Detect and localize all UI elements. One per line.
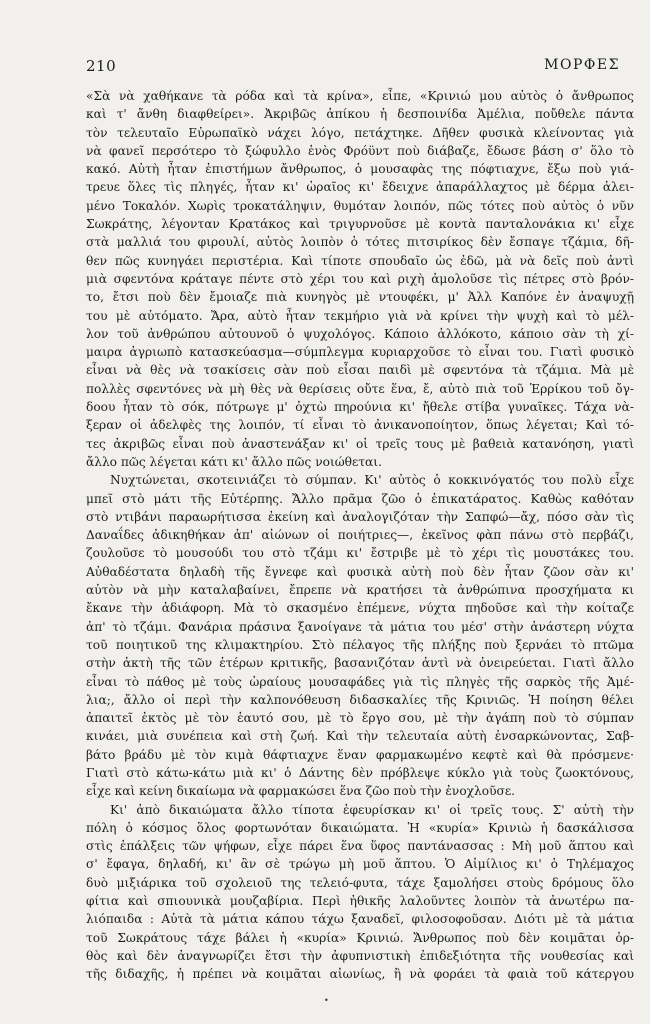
text-line: νὰ φανεῖ περσότερο τὸ ξώφυλλο ἑνὸς Φρόϋντ ποὺ διάβαζε, ἔδωσε βάση σ' ὅλο τὸ (86, 143, 634, 158)
text-line: Δαναΐδες ἀδικηθήκαν ἀπ' αἰώνων οἱ ποιήτριες—, ἐκεῖνος φὰπ πάνω στὸ περβάζι, (86, 528, 634, 543)
text-line: στὰ μαλλιά του φιρουλί, αὐτὸς λοιπὸν ὁ τότες πιτσιρίκος δὲν ἔσπαγε τζάμια, δῆ- (86, 235, 634, 250)
text-line: τοῦ ποιητικοῦ της κλιμακτηρίου. Στὸ πέλαγος τῆς πλήξης ποὺ ξερνάει τὸ πτῶμα (86, 637, 634, 652)
text-line: Κι' ἀπὸ δικαιώματα ἄλλο τίποτα ἐφευρίσκαν κι' οἱ τρεῖς τους. Σ' αὐτὴ τὴν (110, 802, 634, 817)
text-line: τες ἀκριβῶς εἶναι ποὺ ἀναστενάξαν κι' οἱ τρεῖς τους μὲ βαθειὰ κατανόηση, γιατὶ (86, 436, 634, 451)
body-text (86, 87, 634, 984)
text-line: Νυχτώνεται, σκοτεινιάζει τὸ σύμπαν. Κι' αὐτὸς ὁ κοκκινόγατός του πολὺ εἶχε (110, 473, 634, 488)
text-line: καὶ τ' ἄνθη διαφθείρει». Ἀκριβῶς ἀπίκου ἡ δεσποινίδα Ἀμέλια, ποὔθελε πάντα (86, 107, 634, 122)
text-line: λια;, ἄλλο οἱ περὶ τὴν καλπονόθευση διδασκαλίες τῆς Κρινιῶς. Ἡ ποίηση θέλει (86, 692, 634, 707)
text-line: κινάει, μιὰ συνέπεια καὶ στὴ ζωή. Καὶ τὴν τελευταία αὐτὴ ἐνσαρκώνοντας, Σαβ- (86, 729, 634, 744)
text-line: θὸς καὶ δὲν ἀναγνωρίζει ἔτσι τὴν ἀφυπνιστικὴ ἐπιδεξιότητα τῆς νουθεσίας καὶ (86, 948, 634, 963)
text-line: ξεραν οἱ ἀδελφὲς της λοιπόν, τί εἶναι τὸ ἀνικανοποίητον, ὅπως λέγεται; Καὶ τό- (86, 418, 634, 433)
text-line: λον τοῦ ἀνθρώπου αὐτουνοῦ ὁ ψυχολόγος. Κάποιο ἀλλόκοτο, κάποιο σὰν τὴ χί- (86, 326, 634, 341)
text-line: τῆς διδαχῆς, ἡ πρέπει νὰ κοιμᾶται αἰωνίως, ἢ νὰ φοράει τὰ φαιὰ τοῦ κάτεργου (86, 967, 634, 982)
text-line: τρευε ὅλες τὶς πληγές, ἦταν κι' ὡραῖος κι' ἔδειχνε ἀπαράλλαχτος μὲ δέρμα ἀλει- (86, 180, 634, 195)
page-header (86, 57, 620, 77)
text-line: Αὐθαδέστατα δηλαδὴ τῆς ἔγνεφε καὶ φυσικὰ αὐτὴ ποὺ δὲν ἦταν ζῶον σὰν κι' (86, 564, 634, 579)
text-line: τοῦ Σωκράτους τάχε βάλει ἡ «κυρία» Κρινιώ. Ἄνθρωπος ποὺ δὲν κοιμᾶται ὀρ- (86, 930, 634, 945)
text-line: θεν πῶς κυνηγάει περιστέρια. Καὶ τίποτε σπουδαῖο ὡς ἐδῶ, μὰ νὰ δεῖς ποὺ ἀντὶ (86, 253, 634, 268)
text-line: τὸν τελευταῖο Εὐρωπαϊκὸ νάχει λόγο, πετάχτηκε. Δῆθεν φυσικὰ κλείνοντας γιὰ (86, 125, 634, 140)
text-line: στὶς ἐπάλξεις τῶν ψήφων, εἶχε πάρει ἕνα ὕφος παντάνασσας : Μὴ μοῦ ἅπτου καὶ (86, 839, 634, 854)
text-line: πόλη ὁ κόσμος ὅλος φορτωνόταν δικαιώματα. Ἡ «κυρία» Κρινιὼ ἡ δασκάλισσα (86, 820, 634, 835)
text-line: ἄλλο πῶς λέγεται κάτι κι' ἄλλο πῶς νοιώθεται. (86, 454, 382, 469)
text-line: σ' ἔφαγα, δηλαδή, κι' ἂν σὲ τρώγω μὴ μοῦ ἅπτου. Ὁ Αἰμίλιος κι' ὁ Τηλέμαχος (86, 857, 634, 872)
text-line: ζουλοῦσε τὸ μουσούδι του στὸ τζάμι κι' ἔστριβε μὲ τὸ χέρι τὶς μουστάκες του. (86, 546, 634, 561)
text-line: μαιρα ἀγριωπὸ κατασκεύασμα—σύμπλεγμα κυριαρχοῦσε τὸ εἶναι του. Γιατὶ φυσικὸ (86, 345, 634, 360)
text-line: του μὲ αὐτόματο. Ἄρα, αὐτὸ ἦταν τεκμήριο γιὰ νὰ κρίνει τὴν ψυχὴ καὶ τὸ μέλ- (86, 308, 634, 323)
running-title: ΜΟΡΦΕΣ (544, 57, 620, 73)
text-line: λιόπαιδα : Αὐτὰ τὰ μάτια κάπου τάχω ξαναδεῖ, φιλοσοφοῦσαν. Διότι μὲ τὰ μάτια (86, 912, 634, 927)
text-line: εἶναι νὰ θὲς νὰ τσακίσεις σὰν ποὺ εἶσαι παιδὶ μὲ σφεντόνα τὰ τζάμια. Μὰ μὲ (86, 363, 634, 378)
text-line: Γιατὶ στὸ κάτω-κάτω μιὰ κι' ὁ Δάντης δὲν πρόβλεψε κύκλο γιὰ τοὺς ζωοκτόνους, (86, 765, 634, 780)
text-line: στὴν ἀκτὴ τῆς τῶν ἑτέρων κριτικῆς, βασανιζόταν ἀντὶ νὰ ὀνειρεύεται. Γιατὶ ἄλλο (86, 656, 634, 671)
text-line: εἶναι τὸ πάθος μὲ τοὺς ὡραίους μουσαφάδες γιὰ τὶς πληγὲς τῆς σαρκὸς τῆς Ἀμέ- (86, 674, 634, 689)
text-line: πολλὲς σφεντόνες νὰ μὴ θὲς νὰ θερίσεις οὔτε ἕνα, ἔ, αὐτὸ πιὰ τοῦ Ἑρρίκου τοῦ ὄγ- (86, 381, 634, 396)
text-line: Σωκράτης, λέγονταν Κρατάκος καὶ τριγυρνοῦσε μὲ κοντὰ πανταλονάκια κι' εἶχε (86, 217, 634, 232)
text-line: μπεῖ στὸ μάτι τῆς Εὐτέρπης. Ἄλλο πρᾶμα ζῶο ὁ ἐπικατάρατος. Καθὼς καθόταν (86, 491, 634, 506)
text-line: εἶχε καὶ κείνη δικαίωμα νὰ φαρμακώσει ἕνα ζῶο ποὺ τὴν ἐνοχλοῦσε. (86, 784, 516, 799)
text-line: μένο Τοκαλόν. Χωρὶς τροκατάληψιν, θυμόταν λοιπόν, πῶς τότες ποὺ αὐτὸς ὁ νῦν (86, 198, 634, 213)
text-line: δοου ἦταν τὸ σόκ, πότρωγε μ' ὀχτὼ πηρούνια κι' ἤθελε στίβα γυναῖκες. Τάχα νὰ- (86, 400, 634, 415)
text-line: βάτο βράδυ μὲ τὸν κιμὰ θάφτιαχνε ἕναν φαρμακωμένο κεφτὲ καὶ θὰ πρόσμενε· (86, 747, 634, 762)
page-number: 210 (86, 57, 117, 75)
text-line: δυὸ μιξιάρικα τοῦ σχολειοῦ της τελειό-φυτα, τάχε ξαμολήσει στοὺς δρόμους ὅλο (86, 875, 634, 890)
text-line: «Σὰ νὰ χαθήκανε τὰ ρόδα καὶ τὰ κρίνα», εἶπε, «Κρινιώ μου αὐτὸς ὁ ἄνθρωπος (86, 89, 634, 103)
text-line: στὸ ντιβάνι παραωρήτισσα ἐκείνη καὶ ἀναλογιζόταν τὴν Σαπφώ—ἄχ, πόσο σὰν τὶς (86, 509, 634, 524)
text-line: κακό. Αὐτὴ ἦταν ἐπιστήμων ἄνθρωπος, ὁ μουσαφὰς της πόφτιαχνε, ἔξω ποὺ γιά- (86, 162, 634, 177)
text-line: ἔκανε τὴν ἀδιάφορη. Μὰ τὸ σκασμένο ἐπέμενε, νύχτα πηδοῦσε καὶ τὴν κοίταζε (86, 601, 634, 616)
text-line: φίτια καὶ σπιουνικὰ μουζαβίρια. Περὶ ἠθικῆς λαλοῦντες λοιπὸν τὰ ἀνωτέρω πα- (86, 894, 634, 909)
text-line: μιὰ σφεντόνα κράταγε πέντε στὸ χέρι του καὶ ριχὴ ἀμολοῦσε τὶς πέτρες στὸ βρόν- (86, 271, 634, 286)
footer-mark: • (324, 996, 329, 1005)
text-line: ἀπαιτεῖ ἐκτὸς μὲ τὸν ἑαυτό σου, μὲ τὸ ἔργο σου, μὲ τὴν ἀγάπη ποὺ τὸ σύμπαν (86, 711, 634, 726)
text-line: ἀπ' τὸ τζάμι. Φανάρια πράσινα ξανοίγανε τὰ μάτια του μέσ' στὴν ἀνάστερη νύχτα (86, 619, 634, 634)
text-line: το, ἔτσι ποὺ δὲν ἔμοιαζε πιὰ κυνηγὸς μὲ ντουφέκι, μ' Ἀλλ Καπόνε ἐν ἀναψυχῇ (86, 290, 634, 305)
text-line: αὐτὸν νὰ μὴν καταλαβαίνει, ἔπρεπε νὰ κρατήσει τὰ ἀνθρώπινα προσχήματα κι (86, 583, 634, 598)
